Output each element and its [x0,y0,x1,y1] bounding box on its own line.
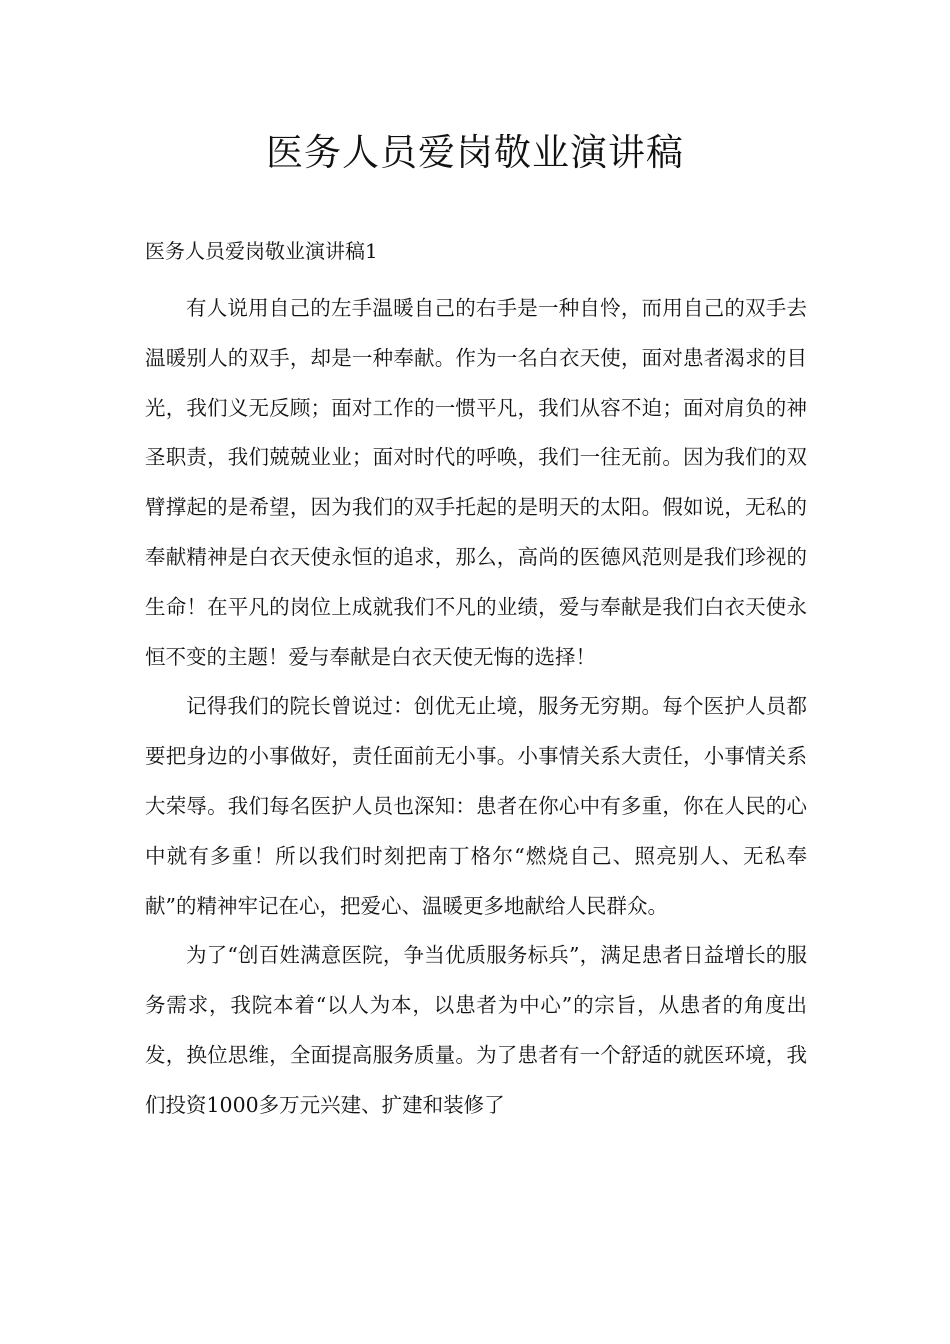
document-title: 医务人员爱岗敬业演讲稿 [266,131,684,174]
paragraph-1: 有人说用自己的左手温暖自己的右手是一种自怜，而用自己的双手去温暖别人的双手，却是一种奉献。作为一名白衣天使，面对患者渴求的目光，我们义无反顾；面对工作的一惯平凡，我们从容不迫；面对肩负的神圣职责，我们兢兢业业；面对时代的呼唤，我们一往无前。因为我们的双臂撑起的是希望，因为我们的双手托起的是明天的太阳。假如说，无私的奉献精神是白衣天使永恒的追求，那么，高尚的医德风范则是我们珍视的生命！在平凡的岗位上成就我们不凡的业绩，爱与奉献是我们白衣天使永恒不变的主题！爱与奉献是白衣天使无悔的选择！ [145,296,807,669]
section-heading: 医务人员爱岗敬业演讲稿1 [145,239,378,263]
paragraph-3: 为了“创百姓满意医院，争当优质服务标兵”，满足患者日益增长的服务需求，我院本着“以人为本，以患者为中心”的宗旨，从患者的角度出发，换位思维，全面提高服务质量。为了患者有一个舒适的就医环境，我们投资1000多万元兴建、扩建和装修了 [145,943,807,1117]
paragraph-2: 记得我们的院长曾说过：创优无止境，服务无穷期。每个医护人员都要把身边的小事做好，责任面前无小事。小事情关系大责任，小事情关系大荣辱。我们每名医护人员也深知：患者在你心中有多重，你在人民的心中就有多重！所以我们时刻把南丁格尔“燃烧自己、照亮别人、无私奉献”的精神牢记在心，把爱心、温暖更多地献给人民群众。 [145,694,807,918]
document-body [145,284,807,1131]
